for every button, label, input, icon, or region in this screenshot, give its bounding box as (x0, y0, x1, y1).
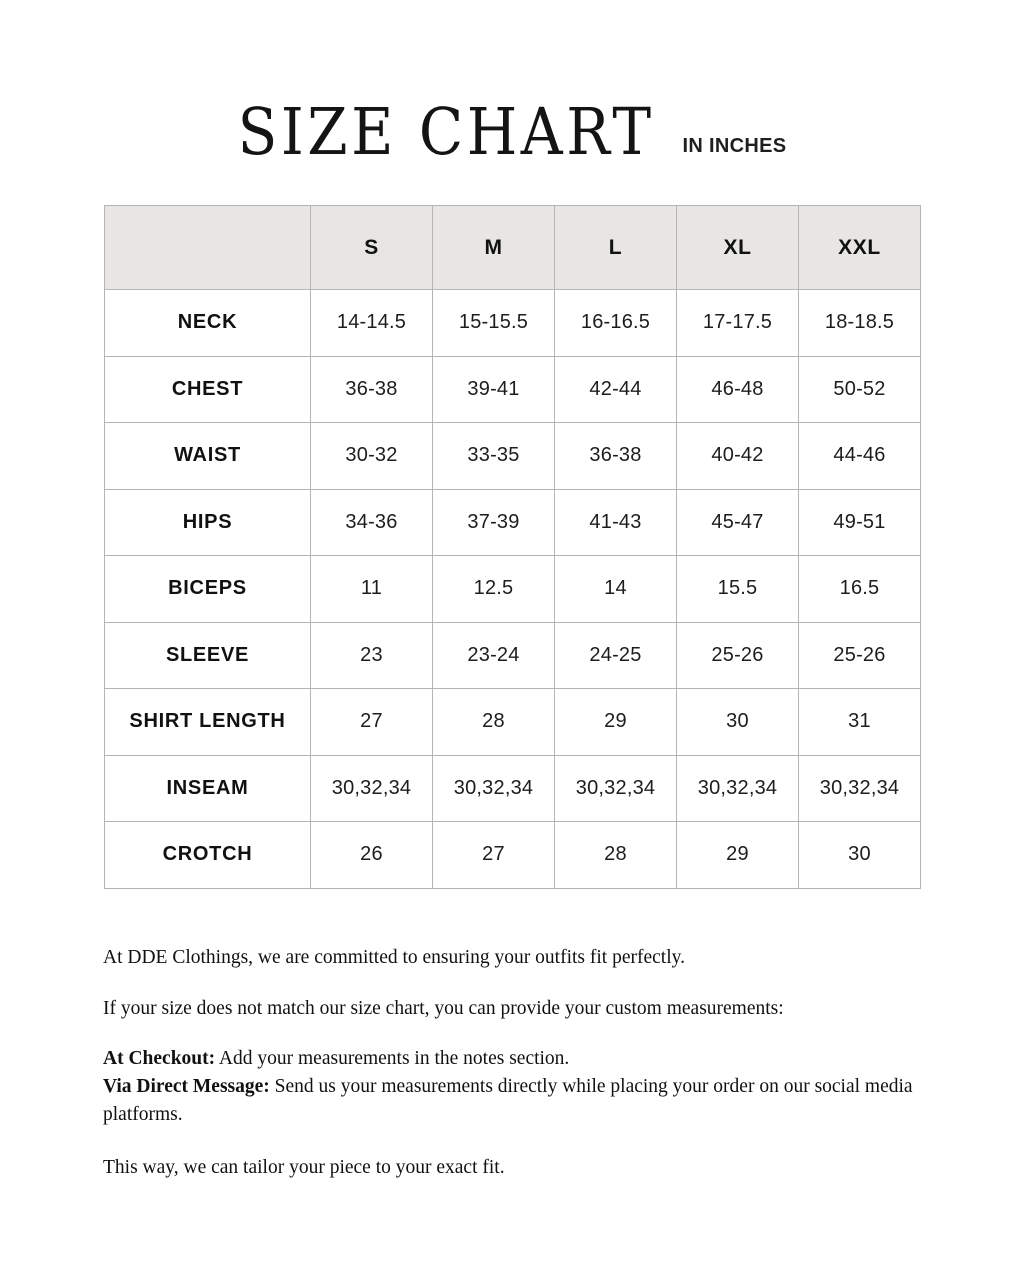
cell-biceps-xxl: 16.5 (799, 556, 921, 623)
cell-waist-xxl: 44-46 (799, 423, 921, 490)
cell-neck-xl: 17-17.5 (677, 290, 799, 357)
cell-waist-s: 30-32 (311, 423, 433, 490)
row-label-waist: WAIST (105, 423, 311, 490)
size-chart-table-container (104, 205, 920, 889)
table-body (105, 290, 921, 889)
cell-inseam-s: 30,32,34 (311, 755, 433, 822)
note-closing: This way, we can tailor your piece to your exact fit. (103, 1157, 505, 1179)
row-label-chest: CHEST (105, 356, 311, 423)
cell-sleeve-m: 23-24 (433, 622, 555, 689)
cell-chest-s: 36-38 (311, 356, 433, 423)
cell-inseam-xxl: 30,32,34 (799, 755, 921, 822)
note-dm-text: Send us your measurements directly while placing your order on our social media platforms. (103, 1076, 913, 1125)
cell-shirt-length-l: 29 (555, 689, 677, 756)
cell-waist-xl: 40-42 (677, 423, 799, 490)
cell-sleeve-s: 23 (311, 622, 433, 689)
row-label-hips: HIPS (105, 489, 311, 556)
cell-shirt-length-s: 27 (311, 689, 433, 756)
cell-crotch-l: 28 (555, 822, 677, 889)
note-checkout-text: Add your measurements in the notes section. (215, 1048, 570, 1070)
column-header-m: M (433, 206, 555, 290)
cell-biceps-l: 14 (555, 556, 677, 623)
cell-sleeve-l: 24-25 (555, 622, 677, 689)
cell-crotch-xxl: 30 (799, 822, 921, 889)
cell-hips-s: 34-36 (311, 489, 433, 556)
note-checkout-label: At Checkout: (103, 1048, 216, 1070)
note-intro: At DDE Clothings, we are committed to ensuring your outfits fit perfectly. (103, 947, 685, 968)
cell-inseam-l: 30,32,34 (555, 755, 677, 822)
cell-chest-xxl: 50-52 (799, 356, 921, 423)
size-chart-table (104, 205, 921, 889)
cell-biceps-xl: 15.5 (677, 556, 799, 623)
cell-hips-xl: 45-47 (677, 489, 799, 556)
cell-neck-m: 15-15.5 (433, 290, 555, 357)
column-header-xxl: XXL (799, 206, 921, 290)
cell-biceps-s: 11 (311, 556, 433, 623)
cell-biceps-m: 12.5 (433, 556, 555, 623)
cell-chest-l: 42-44 (555, 356, 677, 423)
notes-section (103, 944, 921, 1182)
page-title: SIZE CHART (237, 93, 655, 170)
cell-neck-s: 14-14.5 (311, 290, 433, 357)
table-row (105, 356, 921, 423)
table-row (105, 489, 921, 556)
table-corner-cell (105, 206, 311, 290)
column-header-l: L (555, 206, 677, 290)
cell-sleeve-xxl: 25-26 (799, 622, 921, 689)
note-checkout (103, 1045, 921, 1073)
table-row (105, 689, 921, 756)
cell-waist-l: 36-38 (555, 423, 677, 490)
cell-sleeve-xl: 25-26 (677, 622, 799, 689)
cell-shirt-length-m: 28 (433, 689, 555, 756)
row-label-shirt-length: SHIRT LENGTH (105, 689, 311, 756)
row-label-inseam: INSEAM (105, 755, 311, 822)
cell-chest-m: 39-41 (433, 356, 555, 423)
cell-crotch-m: 27 (433, 822, 555, 889)
table-row (105, 755, 921, 822)
column-header-xl: XL (677, 206, 799, 290)
table-header-row (105, 206, 921, 290)
cell-waist-m: 33-35 (433, 423, 555, 490)
cell-inseam-xl: 30,32,34 (677, 755, 799, 822)
cell-shirt-length-xl: 30 (677, 689, 799, 756)
cell-neck-l: 16-16.5 (555, 290, 677, 357)
row-label-crotch: CROTCH (105, 822, 311, 889)
cell-hips-m: 37-39 (433, 489, 555, 556)
note-custom-measurements: If your size does not match our size chart, you can provide your custom measurements: (103, 997, 784, 1019)
note-direct-message (103, 1073, 921, 1128)
cell-chest-xl: 46-48 (677, 356, 799, 423)
note-dm-label: Via Direct Message: (103, 1076, 270, 1098)
table-row (105, 622, 921, 689)
table-row (105, 556, 921, 623)
row-label-neck: NECK (105, 290, 311, 357)
cell-hips-xxl: 49-51 (799, 489, 921, 556)
cell-crotch-xl: 29 (677, 822, 799, 889)
row-label-biceps: BICEPS (105, 556, 311, 623)
cell-inseam-m: 30,32,34 (433, 755, 555, 822)
row-label-sleeve: SLEEVE (105, 622, 311, 689)
cell-crotch-s: 26 (311, 822, 433, 889)
unit-label: IN INCHES (682, 135, 787, 157)
cell-hips-l: 41-43 (555, 489, 677, 556)
cell-neck-xxl: 18-18.5 (799, 290, 921, 357)
column-header-s: S (311, 206, 433, 290)
table-row (105, 423, 921, 490)
table-row (105, 822, 921, 889)
page-title-block (0, 84, 1024, 170)
cell-shirt-length-xxl: 31 (799, 689, 921, 756)
table-row (105, 290, 921, 357)
table-header (105, 206, 921, 290)
